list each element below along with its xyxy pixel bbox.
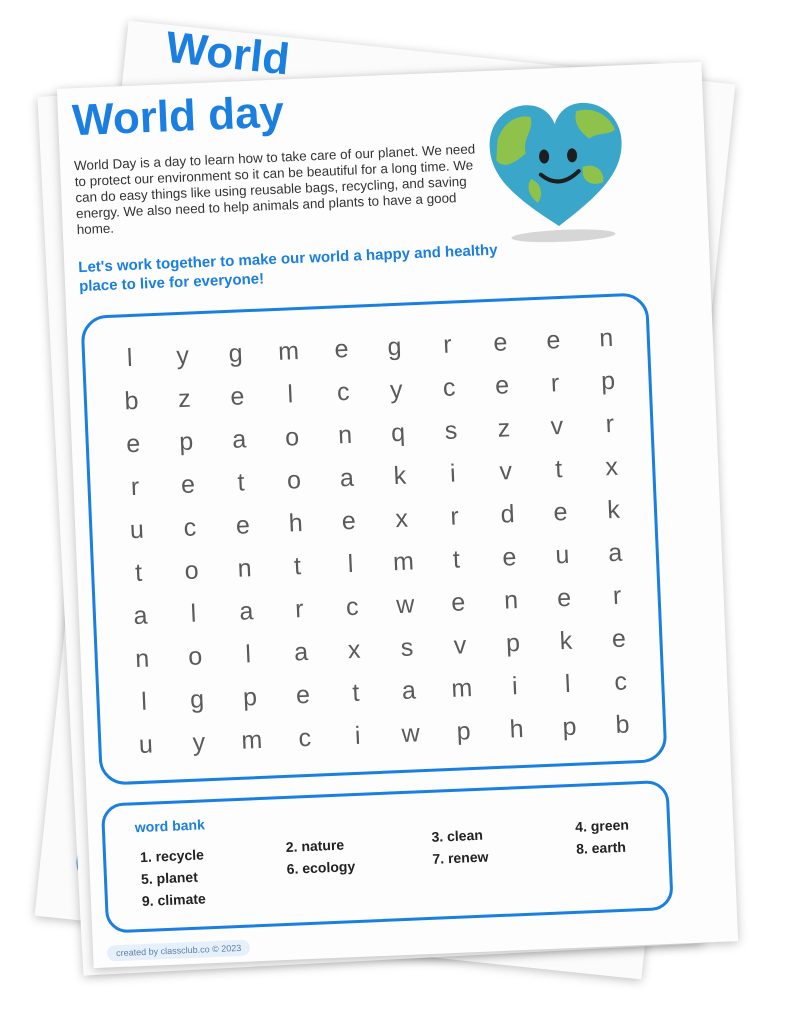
grid-letter: u [554,540,570,570]
grid-letter: h [288,508,304,538]
grid-letter: x [394,504,409,534]
grid-letter: t [351,678,360,708]
word-bank-item: 5. planet [140,868,199,888]
grid-letter: l [286,380,294,409]
word-bank-item: 6. ecology [286,858,356,877]
grid-letter: e [552,497,569,527]
grid-letter: b [123,386,140,416]
grid-letter: m [450,674,473,703]
grid-letter: h [509,714,525,744]
grid-letter: z [177,384,192,414]
grid-letter: o [284,423,300,452]
worksheet [57,62,738,968]
grid-letter: a [238,597,254,626]
grid-letter: e [333,334,350,364]
grid-letter: a [401,676,417,705]
grid-letter: r [442,330,453,359]
grid-letter: y [192,728,206,757]
grid-letter: u [129,515,145,545]
grid-letter: k [606,495,621,525]
grid-letter: m [277,336,300,366]
grid-letter: r [449,502,460,531]
grid-letter: t [236,468,246,497]
grid-letter: e [492,328,508,357]
grid-letter: t [293,552,302,581]
word-bank [101,780,674,934]
word-bank-item: 7. renew [432,848,489,867]
grid-letter: a [607,538,623,568]
grid-letter: l [140,687,148,716]
grid-letter: b [614,710,631,740]
credit-badge: created by classclub.co © 2023 [107,940,251,962]
grid-letter: e [125,429,141,459]
grid-letter: s [444,416,458,445]
grid-letter: y [175,341,190,371]
grid-letter: g [228,339,244,368]
word-bank-item: 9. climate [141,890,207,910]
word-bank-title: word bank [134,816,206,836]
grid-letter: i [449,459,457,488]
grid-letter: s [400,633,414,662]
grid-letter: a [132,601,149,631]
word-search-grid [80,292,667,785]
grid-letter: o [286,466,302,495]
grid-letter: t [554,455,563,484]
grid-letter: c [336,377,351,407]
grid-letter: v [498,457,513,486]
grid-letter: m [392,547,415,577]
grid-letter: w [401,719,421,749]
earth-heart-icon [484,95,630,251]
grid-letter: t [452,545,461,574]
grid-letter: a [231,425,247,454]
grid-letter: g [189,685,205,714]
grid-letter: c [613,667,628,697]
grid-letter: c [442,373,457,402]
grid-letter: e [545,326,561,355]
tagline: Let's work together to make our world a happy and healthy place to live for everyone! [78,241,498,296]
intro-paragraph: World Day is a day to learn how to take care of our planet. We need to protect our environment so it can be beautiful for a long time. We can do easy things like using reusable bags, recycling, and saving energy. We also need to help animals and plants to have a good home. [73,141,476,238]
word-bank-item: 3. clean [431,826,484,845]
grid-letter: n [503,586,519,615]
grid-letter: l [564,669,572,699]
grid-letter: x [604,452,619,482]
grid-letter: p [505,628,521,658]
grid-letter: e [295,680,311,710]
grid-letter: o [184,556,200,585]
grid-letter: l [190,599,197,628]
grid-letter: g [386,332,402,362]
word-bank-item: 4. green [574,816,630,835]
grid-letter: p [242,683,258,712]
grid-letter: v [453,631,467,660]
grid-letter: e [450,588,466,617]
grid-letter: e [341,506,357,536]
grid-letter: z [497,414,511,443]
grid-letter: m [240,725,263,755]
grid-letter: r [605,409,615,439]
grid-letter: w [395,590,415,620]
grid-letter: e [235,511,251,540]
grid-letter: p [600,366,616,396]
grid-letter: e [611,624,627,654]
grid-letter: c [345,592,360,622]
grid-letter: c [297,723,312,753]
grid-letter: u [138,730,154,760]
word-bank-item: 8. earth [575,838,627,857]
page-title: World day [71,87,285,146]
grid-letter: i [511,672,519,701]
grid-letter: p [456,717,472,746]
grid-letter: r [130,472,140,502]
grid-letter: r [294,595,305,624]
grid-letter: e [501,543,517,572]
grid-letter: p [178,427,194,457]
grid-letter: n [134,644,150,674]
grid-letter: r [612,581,622,611]
grid-letter: e [556,583,572,613]
letter-grid [102,316,650,768]
grid-letter: d [500,500,516,529]
grid-letter: l [347,549,354,579]
grid-letter: n [237,554,253,583]
grid-letter: k [393,461,407,491]
grid-letter: a [339,463,355,493]
grid-letter: i [354,721,362,750]
word-bank-item: 2. nature [285,836,345,855]
grid-letter: x [347,635,361,665]
grid-letter: e [494,371,510,400]
grid-letter: e [180,470,196,500]
grid-letter: c [183,513,197,542]
back-sheet-title: World [163,22,292,85]
grid-letter: t [134,558,143,588]
grid-letter: n [337,420,353,450]
grid-letter: p [561,712,578,742]
grid-letter: k [559,626,573,656]
grid-letter: v [550,411,564,441]
grid-letter: l [126,343,134,373]
grid-letter: l [244,640,252,669]
grid-letter: a [293,637,309,667]
grid-letter: e [229,382,245,411]
grid-letter: n [598,323,614,353]
grid-letter: o [187,642,203,671]
grid-letter: r [550,369,560,398]
word-bank-item: 1. recycle [139,846,205,866]
grid-letter: q [390,418,406,448]
grid-letter: y [389,375,404,405]
